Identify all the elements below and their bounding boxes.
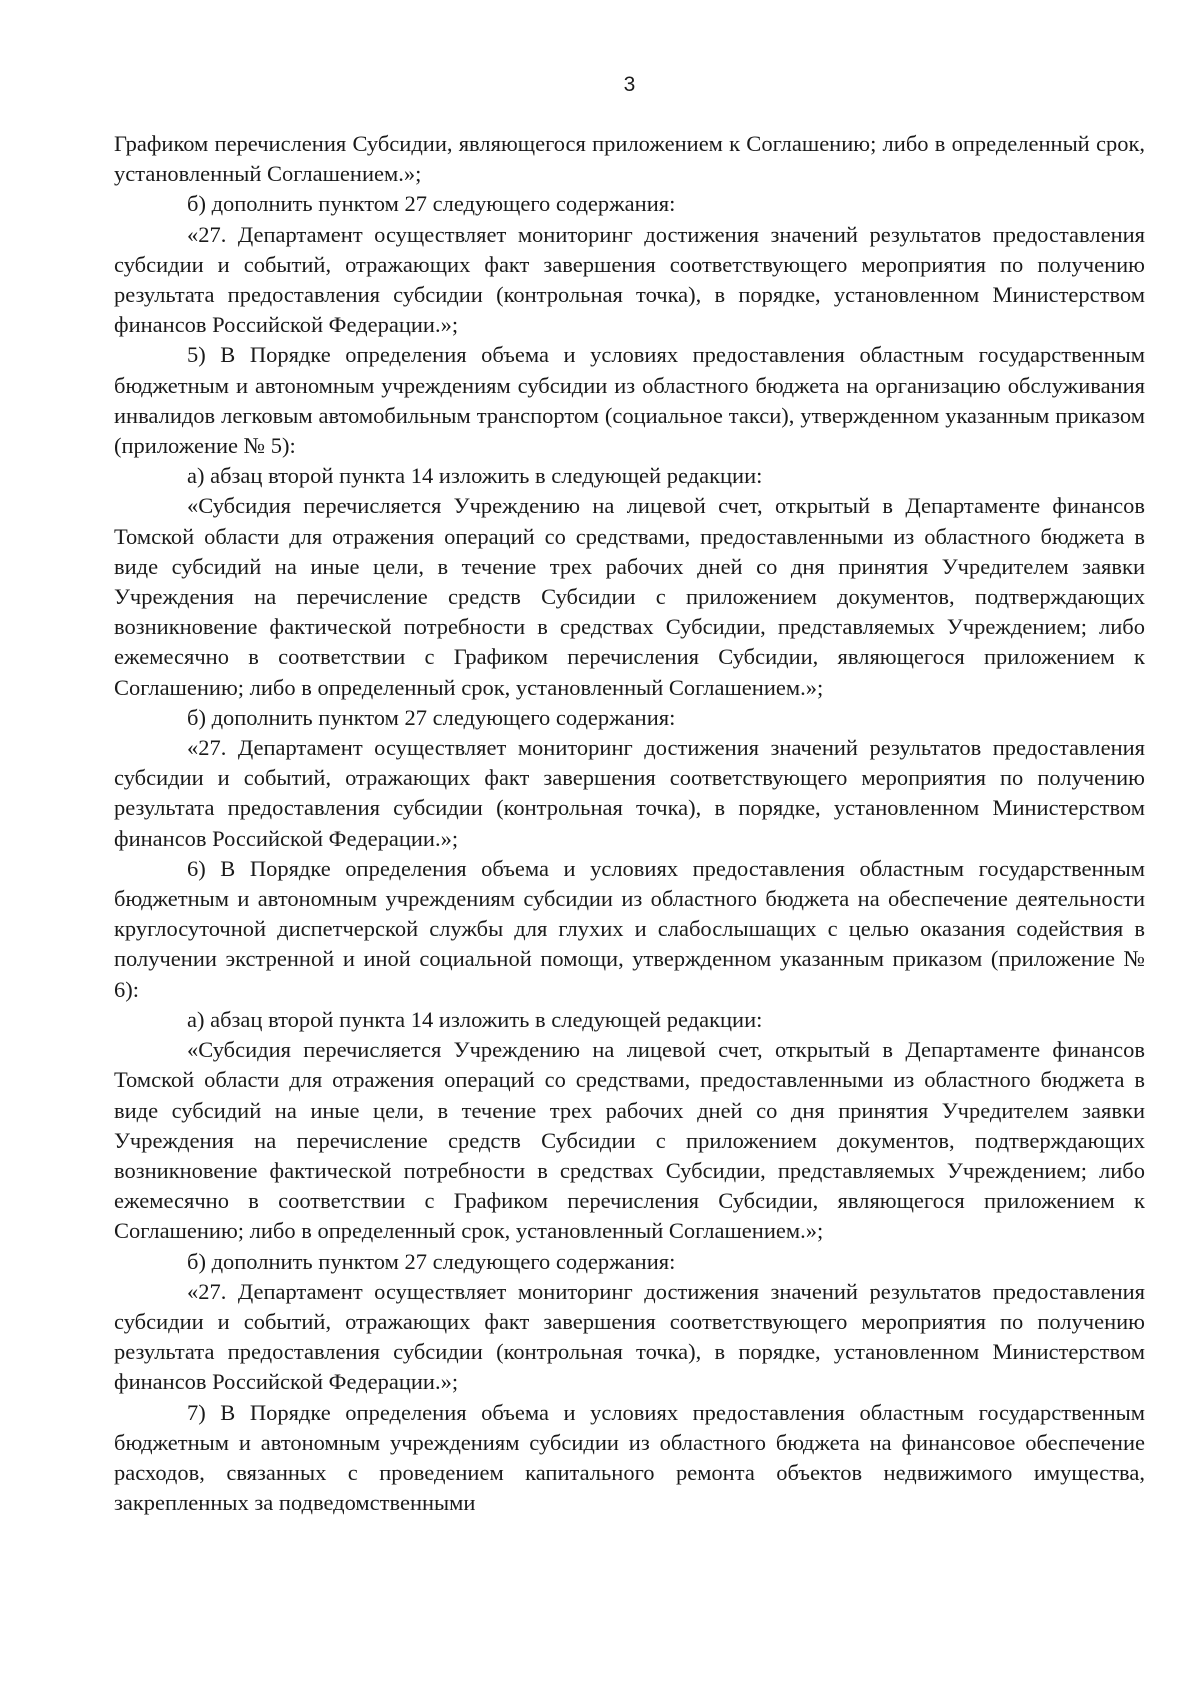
paragraph-5b-add-item-27: б) дополнить пунктом 27 следующего содержания:	[187, 704, 676, 730]
document-page	[114, 70, 1145, 1518]
paragraph-4b-item-27-text: «27. Департамент осуществляет мониторинг достижения значений результатов предоставления субсидии и событий, отражающих факт завершения соответствующего мероприятия по получению результата предоставления субсидии (контрольная точка), в порядке, установленном Министерством финансов Российской Федерации.»;	[114, 221, 1145, 338]
paragraph-6b-add-item-27: б) дополнить пунктом 27 следующего содержания:	[187, 1248, 676, 1274]
paragraph-5a-item-14-text: «Субсидия перечисляется Учреждению на лицевой счет, открытый в Департаменте финансов Томской области для отражения операций со средствами, предоставленными из областного бюджета в виде субсидий на иные цели, в течение трех рабочих дней со дня принятия Учредителем заявки Учреждения на перечисление средств Субсидии с приложением документов, подтверждающих возникновение фактической потребности в средствах Субсидии, представляемых Учреждением; либо ежемесячно в соответствии с Графиком перечисления Субсидии, являющегося приложением к Соглашению; либо в определенный срок, установленный Соглашением.»;	[114, 493, 1145, 700]
paragraph-6a-item-14: а) абзац второй пункта 14 изложить в следующей редакции:	[187, 1006, 763, 1032]
paragraph-6a-item-14-text: «Субсидия перечисляется Учреждению на лицевой счет, открытый в Департаменте финансов Томской области для отражения операций со средствами, предоставленными из областного бюджета в виде субсидий на иные цели, в течение трех рабочих дней со дня принятия Учредителем заявки Учреждения на перечисление средств Субсидии с приложением документов, подтверждающих возникновение фактической потребности в средствах Субсидии, представляемых Учреждением; либо ежемесячно в соответствии с Графиком перечисления Субсидии, являющегося приложением к Соглашению; либо в определенный срок, установленный Соглашением.»;	[114, 1037, 1145, 1244]
page-number: 3	[623, 73, 636, 96]
paragraph-item-6-dispatch-service: 6) В Порядке определения объема и условиях предоставления областным государственным бюджетным и автономным учреждениям субсидии из областного бюджета на обеспечение деятельности круглосуточной диспетчерской службы для глухих и слабослышащих с целью оказания содействия в получении экстренной и иной социальной помощи, утвержденном указанным приказом (приложение № 6):	[114, 855, 1145, 1002]
paragraph-item-7-capital-repair: 7) В Порядке определения объема и условиях предоставления областным государственным бюджетным и автономным учреждениям субсидии из областного бюджета на финансовое обеспечение расходов, связанных с проведением капитального ремонта объектов недвижимого имущества, закрепленных за подведомственными	[114, 1399, 1145, 1516]
paragraph-5a-item-14: а) абзац второй пункта 14 изложить в следующей редакции:	[187, 463, 763, 489]
paragraph-item-5-social-taxi: 5) В Порядке определения объема и условиях предоставления областным государственным бюджетным и автономным учреждениям субсидии из областного бюджета на организацию обслуживания инвалидов легковым автомобильным транспортом (социальное такси), утвержденном указанным приказом (приложение № 5):	[114, 342, 1145, 459]
paragraph-continued-transfer-schedule: Графиком перечисления Субсидии, являющегося приложением к Соглашению; либо в определенный срок, установленный Соглашением.»;	[114, 131, 1145, 187]
paragraph-6b-item-27-text: «27. Департамент осуществляет мониторинг достижения значений результатов предоставления субсидии и событий, отражающих факт завершения соответствующего мероприятия по получению результата предоставления субсидии (контрольная точка), в порядке, установленном Министерством финансов Российской Федерации.»;	[114, 1278, 1145, 1395]
paragraph-5b-item-27-text: «27. Департамент осуществляет мониторинг достижения значений результатов предоставления субсидии и событий, отражающих факт завершения соответствующего мероприятия по получению результата предоставления субсидии (контрольная точка), в порядке, установленном Министерством финансов Российской Федерации.»;	[114, 735, 1145, 851]
paragraph-4b-add-item-27: б) дополнить пунктом 27 следующего содержания:	[187, 191, 676, 217]
